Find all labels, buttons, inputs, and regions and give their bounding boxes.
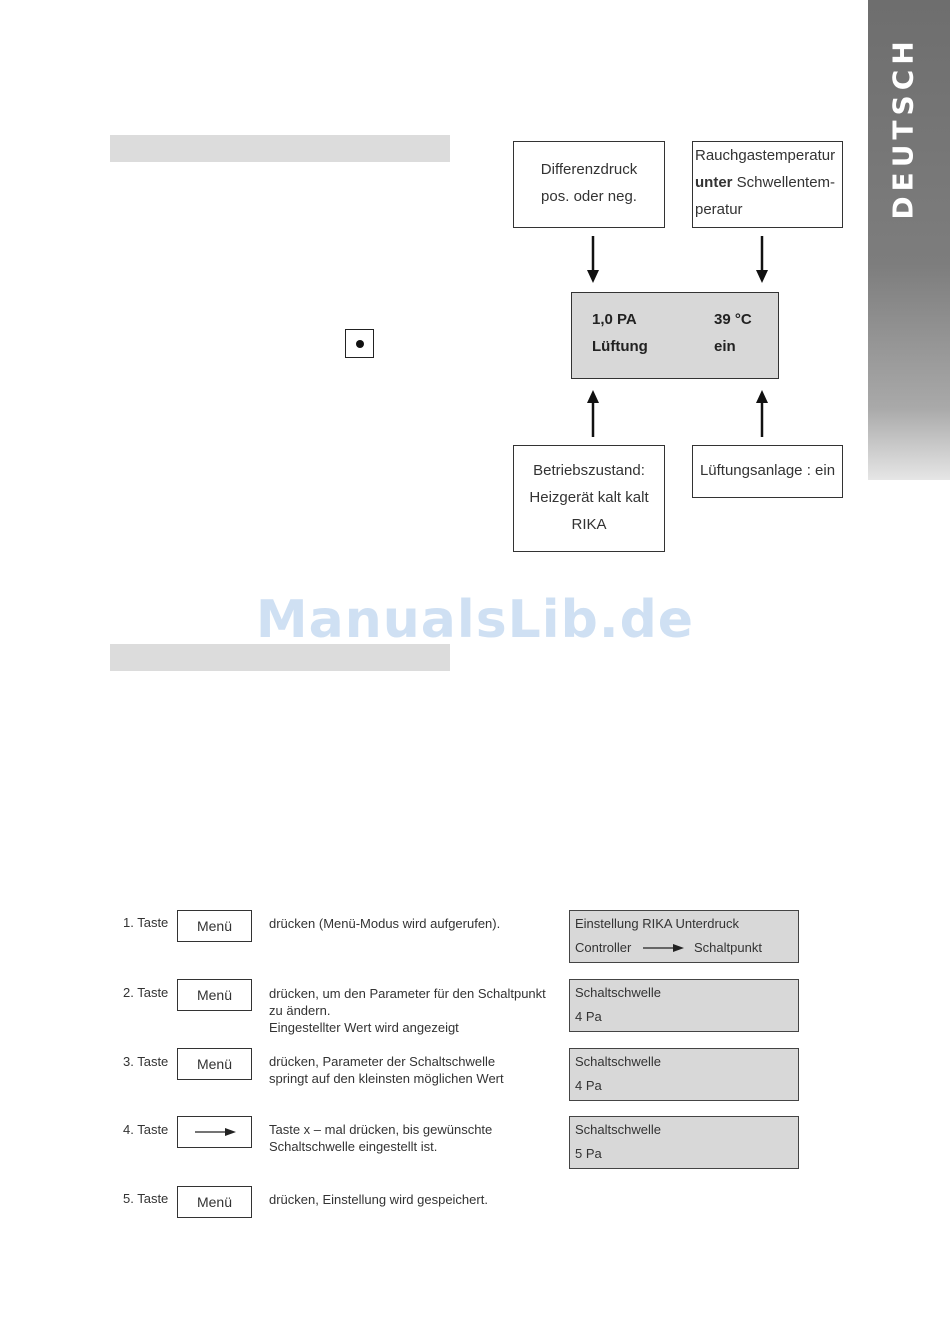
- step-label: 1. Taste: [123, 915, 169, 930]
- flue-gas-temperature-box: [692, 141, 843, 228]
- operating-state-line3: RIKA: [571, 516, 607, 533]
- step-label: 3. Taste: [123, 1054, 169, 1069]
- step-display: [569, 1116, 799, 1169]
- step-text-line: drücken (Menü-Modus wird aufgerufen).: [269, 916, 501, 931]
- step-text-line: Eingestellter Wert wird angezeigt: [269, 1020, 459, 1035]
- display-line2: 4 Pa: [575, 1078, 602, 1093]
- step-text-line: drücken, Einstellung wird gespeichert.: [269, 1192, 488, 1207]
- step-text: [269, 915, 500, 932]
- display-line2: 4 Pa: [575, 1009, 602, 1024]
- step-text-line: drücken, um den Parameter für den Schaltpunkt: [269, 986, 546, 1001]
- flue-gas-line3: peratur: [695, 201, 743, 218]
- arrow-up-icon: [585, 390, 601, 438]
- ventilation-system-box: [692, 445, 843, 498]
- menu-key: Menü: [177, 1186, 252, 1218]
- differential-pressure-box: [513, 141, 665, 228]
- section-header-bar-1: [110, 135, 450, 162]
- step-text-line: drücken, Parameter der Schaltschwelle: [269, 1054, 496, 1069]
- display-line1: Schaltschwelle: [575, 985, 661, 1000]
- arrow-key: [177, 1116, 252, 1148]
- language-tab-label: DEUTSCH: [886, 36, 920, 220]
- step-text-line: Schaltschwelle eingestellt ist.: [269, 1139, 438, 1154]
- display-line2: 5 Pa: [575, 1146, 602, 1161]
- step-text: [269, 1191, 488, 1208]
- display-temperature: 39 °C: [714, 311, 752, 328]
- operating-state-box: [513, 445, 665, 552]
- dot-key-symbol: [345, 329, 374, 358]
- display-line2-right: Schaltpunkt: [694, 940, 762, 955]
- right-arrow-icon: [643, 943, 685, 953]
- flue-gas-line2: [695, 169, 842, 196]
- display-state: ein: [714, 338, 736, 355]
- menu-key: Menü: [177, 979, 252, 1011]
- step-label: 4. Taste: [123, 1122, 169, 1137]
- arrow-up-icon: [754, 390, 770, 438]
- status-display: [571, 292, 779, 379]
- display-pressure: 1,0 PA: [592, 311, 637, 328]
- display-line1: Einstellung RIKA Unterdruck: [575, 916, 740, 931]
- arrow-down-icon: [754, 236, 770, 284]
- step-display: [569, 979, 799, 1032]
- step-text-line: Taste x – mal drücken, bis gewünschte: [269, 1122, 493, 1137]
- step-text: [269, 1053, 504, 1087]
- step-text: [269, 1121, 492, 1155]
- menu-key: Menü: [177, 910, 252, 942]
- display-line1: Schaltschwelle: [575, 1054, 661, 1069]
- menu-key: Menü: [177, 1048, 252, 1080]
- dot-icon: [356, 340, 364, 348]
- differential-pressure-line1: Differenzdruck: [540, 161, 638, 178]
- step-label: 2. Taste: [123, 985, 169, 1000]
- differential-pressure-line2: pos. oder neg.: [541, 188, 637, 205]
- display-line1: Schaltschwelle: [575, 1122, 661, 1137]
- flue-gas-line2-rest: Schwellentem-: [732, 174, 836, 191]
- operating-state-line2: Heizgerät kalt kalt: [529, 489, 649, 506]
- step-display: [569, 910, 799, 963]
- step-text-line: zu ändern.: [269, 1003, 331, 1018]
- step-display: [569, 1048, 799, 1101]
- step-text-line: springt auf den kleinsten möglichen Wert: [269, 1071, 504, 1086]
- flue-gas-line1: Rauchgastemperatur: [695, 147, 836, 164]
- step-text: [269, 985, 546, 1036]
- display-line2-left: Controller: [575, 940, 632, 955]
- right-arrow-icon: [195, 1127, 237, 1137]
- watermark: ManualsLib.de: [255, 590, 695, 650]
- flue-gas-line2-bold: unter: [695, 174, 733, 191]
- ventilation-system-text: Lüftungsanlage : ein: [699, 462, 836, 479]
- arrow-down-icon: [585, 236, 601, 284]
- operating-state-line1: Betriebszustand:: [533, 462, 645, 479]
- step-label: 5. Taste: [123, 1191, 169, 1206]
- display-label: Lüftung: [592, 338, 648, 355]
